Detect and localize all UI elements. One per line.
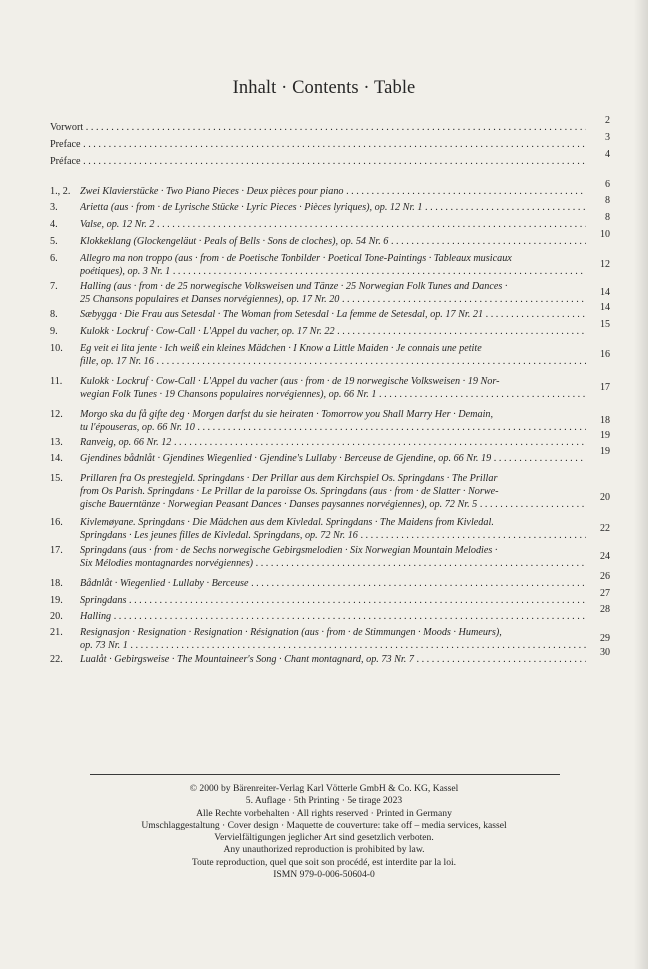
imprint-copy-ban-de: Vervielfältigungen jeglicher Art sind gesetzlich verboten.	[214, 832, 434, 844]
toc-entry-number: 19.	[50, 595, 63, 606]
toc-entry-title-line: Morgo ska du få gifte deg · Morgen darfst du sie heiraten · Tomorrow you Shall Marry Her · Demain,	[80, 409, 494, 420]
footer-divider	[90, 774, 560, 775]
toc-entry-number: 13.	[50, 437, 63, 448]
toc-entry-title	[80, 308, 586, 321]
toc-entry-title	[80, 452, 586, 465]
toc-entry-title-line: Halling (aus · from · de 25 norwegische Volksweisen und Tänze · 25 Norwegian Folk Tunes and Dances ·	[80, 281, 508, 292]
imprint-copy-ban-fr: Toute reproduction, quel que soit son procédé, est interdite par la loi.	[191, 856, 457, 868]
toc-entry-number: 1., 2.	[50, 186, 71, 197]
toc-front-label: Preface	[50, 139, 81, 150]
toc-entry-title	[80, 252, 586, 278]
toc-entry-title-line: Klokkeklang (Glockengeläut · Peals of Bells · Sons de cloches), op. 54 Nr. 6	[80, 236, 389, 247]
toc-entry-title	[80, 436, 586, 449]
toc-entry-number: 8.	[50, 309, 58, 320]
toc-entry-title	[80, 325, 586, 338]
imprint	[0, 783, 648, 881]
toc-page-number: 15	[600, 319, 610, 330]
toc-entry-title	[80, 218, 586, 231]
toc-entry-title	[80, 610, 586, 623]
toc-entry-title	[80, 626, 586, 652]
page-title: Inhalt · Contents · Table	[232, 78, 416, 98]
toc-entry-title-line: Halling	[80, 611, 112, 622]
toc-entry-number: 3.	[50, 202, 58, 213]
toc-entry-title-line: Resignasjon · Resignation · Resignation · Résignation (aus · from · de Stimmungen · Moods · Humeurs),	[80, 627, 502, 638]
toc-entry-number: 12.	[50, 409, 63, 420]
toc-entry-title-line: poétiques), op. 3 Nr. 1	[80, 266, 171, 277]
toc-page-number: 26	[600, 571, 610, 582]
toc-entry-title-line: Valse, op. 12 Nr. 2	[80, 219, 155, 230]
toc-entry-title-line: Ranveig, op. 66 Nr. 12	[80, 437, 172, 448]
toc-page-number: 4	[605, 149, 610, 160]
toc-entry-title	[80, 342, 586, 368]
toc-entry-number: 11.	[50, 376, 63, 387]
toc-entry-number: 10.	[50, 343, 63, 354]
toc-entry-title	[80, 408, 586, 434]
toc-entry-number: 22.	[50, 654, 63, 665]
toc-page-number: 19	[600, 446, 610, 457]
toc-entry-number: 16.	[50, 517, 63, 528]
toc-page-number: 2	[605, 115, 610, 126]
toc-entry-title-line: gische Bauerntänze · Norwegian Peasant Dances · Danses paysannes norvégiennes), op. 72 Nr. 5	[80, 499, 478, 510]
toc-entry-title-line: Lualåt · Gebirgsweise · The Mountaineer's Song · Chant montagnard, op. 73 Nr. 7	[80, 654, 414, 665]
toc-entry-title-line: Springdans	[80, 595, 127, 606]
toc-page-number: 17	[600, 382, 610, 393]
toc-page-number: 27	[600, 588, 610, 599]
toc-entry-title-line: Springdans (aus · from · de Sechs norwegische Gebirgsmelodien · Six Norwegian Mountain Melodies ·	[80, 545, 498, 556]
toc-page-number: 3	[605, 132, 610, 143]
toc-entry-title-line: op. 73 Nr. 1	[80, 640, 128, 651]
toc-entry-title	[80, 653, 586, 666]
toc-entry-title-line: Arietta (aus · from · de Lyrische Stücke · Lyric Pieces · Pièces lyriques), op. 12 Nr. 1	[80, 202, 423, 213]
toc-entry-title-line: from Os Parish. Springdans · Le Prillar de la paroisse Os. Springdans (aus · from · de Slatter · Norwe-	[80, 486, 499, 497]
toc-entry-number: 6.	[50, 253, 58, 264]
toc-page-number: 14	[600, 302, 610, 313]
toc-entry-number: 5.	[50, 236, 58, 247]
toc-page-number: 10	[600, 229, 610, 240]
toc-entry-title-line: 25 Chansons populaires et Danses norvégiennes), op. 17 Nr. 20	[80, 294, 340, 305]
toc-entry-title-line: Allegro ma non troppo (aus · from · de Poetische Tonbilder · Poetical Tone-Paintings · Tableaux musicaux	[80, 253, 512, 264]
toc-entry-title	[80, 472, 586, 511]
toc-page-number: 14	[600, 287, 610, 298]
toc-entry-title-line: Kivlemøyane. Springdans · Die Mädchen aus dem Kivledal. Springdans · The Maidens from Kivledal.	[80, 517, 494, 528]
toc-page-number: 18	[600, 415, 610, 426]
toc-page-number: 28	[600, 604, 610, 615]
toc-page-number: 29	[600, 633, 610, 644]
toc-page-number: 20	[600, 492, 610, 503]
toc-entry-title-line: Springdans · Les jeunes filles de Kivledal. Springdans, op. 72 Nr. 16	[80, 530, 358, 541]
toc-entry-number: 17.	[50, 545, 63, 556]
imprint-cover-design: Umschlaggestaltung · Cover design · Maquette de couverture: take off – media services, kassel	[141, 819, 507, 831]
toc-entry-title-line: Kulokk · Lockruf · Cow-Call · L'Appel du vacher, op. 17 Nr. 22	[80, 326, 335, 337]
toc-entry-title	[80, 594, 586, 607]
toc-page-number: 8	[605, 195, 610, 206]
toc-entry-title-line: Six Mélodies montagnardes norvégiennes)	[80, 558, 254, 569]
toc-entry-number: 14.	[50, 453, 63, 464]
toc-entry-title	[80, 185, 586, 198]
toc-entry-title-line: Sæbygga · Die Frau aus Setesdal · The Woman from Setesdal · La femme de Setesdal, op. 17 Nr. 21	[80, 309, 484, 320]
toc-entry-number: 21.	[50, 627, 63, 638]
toc-entry-title	[80, 280, 586, 306]
toc-page-number: 22	[600, 523, 610, 534]
toc-entry-title	[80, 544, 586, 570]
toc-entry-title-line: Eg veit ei lita jente · Ich weiß ein kleines Mädchen · I Know a Little Maiden · Je connais une petite	[80, 343, 482, 354]
toc-entry-number: 20.	[50, 611, 63, 622]
toc-page-number: 6	[605, 179, 610, 190]
toc-page-number: 30	[600, 647, 610, 658]
toc-entry-title	[80, 201, 586, 214]
imprint-copyright: © 2000 by Bärenreiter-Verlag Karl Vötterle GmbH & Co. KG, Kassel	[189, 783, 459, 794]
toc-entry-number: 9.	[50, 326, 58, 337]
toc-page-number: 19	[600, 430, 610, 441]
imprint-ismn: ISMN 979-0-006-50604-0	[273, 869, 375, 881]
imprint-copy-ban-en: Any unauthorized reproduction is prohibited by law.	[223, 844, 425, 856]
toc-entry-title-line: Prillaren fra Os prestegjeld. Springdans · Der Prillar aus dem Kirchspiel Os. Springdans · The Prillar	[80, 473, 498, 484]
toc-entry-title-line: tu l'épouseras, op. 66 Nr. 10	[80, 422, 195, 433]
toc-page-number: 24	[600, 551, 610, 562]
toc-entry-title	[80, 516, 586, 542]
toc-front-label: Préface	[50, 156, 81, 167]
toc-entry-number: 18.	[50, 578, 63, 589]
toc-page-number: 8	[605, 212, 610, 223]
toc-entry-title-line: Bådnlåt · Wiegenlied · Lullaby · Berceuse	[80, 578, 249, 589]
toc-entry-number: 7.	[50, 281, 58, 292]
toc-entry-number: 4.	[50, 219, 58, 230]
toc-entry-number: 15.	[50, 473, 63, 484]
toc-entry-title-line: Gjendines bådnlåt · Gjendines Wiegenlied · Gjendine's Lullaby · Berceuse de Gjendine, op. 66 Nr. 19	[80, 453, 492, 464]
toc-page-number: 12	[600, 259, 610, 270]
toc-page-number: 16	[600, 349, 610, 360]
toc-entry-title	[80, 375, 586, 401]
imprint-printing: 5. Auflage · 5th Printing · 5e tirage 2023	[245, 795, 403, 807]
toc-front-label: Vorwort	[50, 122, 84, 133]
toc-entry-title-line: Kulokk · Lockruf · Cow-Call · L'Appel du vacher (aus · from · de 19 norwegische Volksweisen · 19 Nor-	[80, 376, 500, 387]
toc-entry-title-line: fille, op. 17 Nr. 16	[80, 356, 154, 367]
imprint-rights: Alle Rechte vorbehalten · All rights reserved · Printed in Germany	[196, 807, 452, 819]
toc-entry-title	[80, 235, 586, 248]
toc-entry-title-line: wegian Folk Tunes · 19 Chansons populaires norvégiennes), op. 66 Nr. 1	[80, 389, 377, 400]
toc-entry-title-line: Zwei Klavierstücke · Two Piano Pieces · Deux pièces pour piano	[80, 186, 344, 197]
toc-entry-title	[80, 577, 586, 590]
